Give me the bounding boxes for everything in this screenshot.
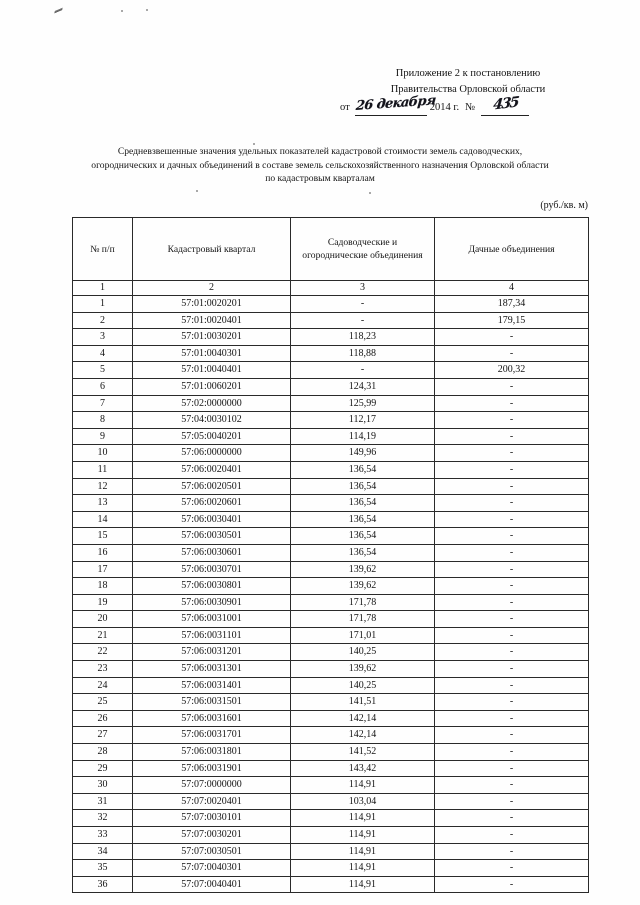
document-header	[332, 66, 604, 116]
row-index: 30	[73, 777, 133, 794]
table-row	[73, 561, 589, 578]
row-cadastral-quarter: 57:06:0031001	[133, 611, 291, 628]
column-header-quarter: Кадастровый квартал	[133, 218, 291, 281]
row-garden-value: 136,54	[291, 544, 435, 561]
row-dacha-value: -	[435, 810, 589, 827]
table-row	[73, 478, 589, 495]
row-index: 5	[73, 362, 133, 379]
row-dacha-value: -	[435, 694, 589, 711]
row-cadastral-quarter: 57:07:0020401	[133, 793, 291, 810]
table-row	[73, 395, 589, 412]
row-index: 7	[73, 395, 133, 412]
table-row	[73, 661, 589, 678]
row-index: 9	[73, 428, 133, 445]
row-index: 15	[73, 528, 133, 545]
row-cadastral-quarter: 57:06:0020501	[133, 478, 291, 495]
table-row	[73, 511, 589, 528]
column-header-garden-line1: Садоводческие и	[327, 237, 398, 248]
table-row	[73, 760, 589, 777]
table-row	[73, 810, 589, 827]
row-garden-value: 141,52	[291, 744, 435, 761]
table-row	[73, 876, 589, 893]
header-line-appendix: Приложение 2 к постановлению	[395, 68, 541, 79]
row-dacha-value: -	[435, 843, 589, 860]
row-garden-value: 149,96	[291, 445, 435, 462]
table-row	[73, 611, 589, 628]
row-cadastral-quarter: 57:07:0000000	[133, 777, 291, 794]
row-index: 14	[73, 511, 133, 528]
table-row	[73, 312, 589, 329]
table-body	[73, 296, 589, 893]
row-garden-value: 136,54	[291, 495, 435, 512]
row-garden-value: 112,17	[291, 412, 435, 429]
row-dacha-value: -	[435, 876, 589, 893]
row-garden-value: 114,91	[291, 810, 435, 827]
row-cadastral-quarter: 57:05:0040201	[133, 428, 291, 445]
header-date-line	[332, 93, 604, 116]
row-index: 13	[73, 495, 133, 512]
units-note: (руб./кв. м)	[540, 200, 588, 211]
table-row	[73, 362, 589, 379]
row-cadastral-quarter: 57:06:0031101	[133, 627, 291, 644]
table-row	[73, 329, 589, 346]
row-index: 28	[73, 744, 133, 761]
document-title	[62, 145, 578, 186]
row-index: 17	[73, 561, 133, 578]
row-cadastral-quarter: 57:07:0040301	[133, 860, 291, 877]
row-garden-value: 139,62	[291, 661, 435, 678]
row-dacha-value: 187,34	[435, 296, 589, 313]
title-line-3: по кадастровым кварталам	[265, 173, 375, 185]
row-index: 25	[73, 694, 133, 711]
row-garden-value: 136,54	[291, 478, 435, 495]
header-line-government: Правительства Орловской области	[390, 84, 546, 95]
row-garden-value: 142,14	[291, 710, 435, 727]
row-index: 33	[73, 827, 133, 844]
table-row	[73, 345, 589, 362]
row-dacha-value: -	[435, 793, 589, 810]
row-cadastral-quarter: 57:06:0031201	[133, 644, 291, 661]
row-cadastral-quarter: 57:01:0060201	[133, 378, 291, 395]
row-cadastral-quarter: 57:06:0031801	[133, 744, 291, 761]
row-dacha-value: -	[435, 827, 589, 844]
row-garden-value: 114,19	[291, 428, 435, 445]
data-table-wrapper	[72, 217, 588, 893]
row-cadastral-quarter: 57:04:0030102	[133, 412, 291, 429]
row-garden-value: 171,01	[291, 627, 435, 644]
row-index: 12	[73, 478, 133, 495]
row-garden-value: 139,62	[291, 578, 435, 595]
row-dacha-value: -	[435, 677, 589, 694]
row-cadastral-quarter: 57:06:0030901	[133, 594, 291, 611]
row-cadastral-quarter: 57:06:0020601	[133, 495, 291, 512]
number-handwritten-slot	[481, 94, 529, 116]
row-index: 4	[73, 345, 133, 362]
row-cadastral-quarter: 57:06:0031401	[133, 677, 291, 694]
table-row	[73, 544, 589, 561]
table-row	[73, 528, 589, 545]
table-head	[73, 218, 589, 296]
title-line-2: огороднических и дачных объединений в составе земель сельскохозяйственного назначения Орловской области	[91, 159, 549, 171]
row-index: 2	[73, 312, 133, 329]
row-dacha-value: -	[435, 627, 589, 644]
row-garden-value: 136,54	[291, 461, 435, 478]
row-garden-value: -	[291, 312, 435, 329]
row-index: 34	[73, 843, 133, 860]
table-row	[73, 412, 589, 429]
row-garden-value: 125,99	[291, 395, 435, 412]
row-cadastral-quarter: 57:07:0030501	[133, 843, 291, 860]
row-index: 27	[73, 727, 133, 744]
scan-speck	[146, 9, 148, 11]
table-row	[73, 627, 589, 644]
row-dacha-value: 179,15	[435, 312, 589, 329]
row-index: 16	[73, 544, 133, 561]
row-index: 1	[73, 296, 133, 313]
row-garden-value: 143,42	[291, 760, 435, 777]
row-index: 6	[73, 378, 133, 395]
row-garden-value: 114,91	[291, 843, 435, 860]
row-index: 21	[73, 627, 133, 644]
row-cadastral-quarter: 57:06:0020401	[133, 461, 291, 478]
scan-artifact-mark	[54, 5, 63, 15]
row-cadastral-quarter: 57:01:0020201	[133, 296, 291, 313]
date-prefix-label: от	[340, 102, 350, 113]
row-cadastral-quarter: 57:06:0030801	[133, 578, 291, 595]
row-cadastral-quarter: 57:01:0020401	[133, 312, 291, 329]
row-cadastral-quarter: 57:06:0031301	[133, 661, 291, 678]
row-dacha-value: -	[435, 860, 589, 877]
row-dacha-value: -	[435, 544, 589, 561]
row-garden-value: -	[291, 362, 435, 379]
row-dacha-value: -	[435, 644, 589, 661]
row-garden-value: 136,54	[291, 528, 435, 545]
row-garden-value: 114,91	[291, 827, 435, 844]
column-header-garden	[291, 218, 435, 281]
row-dacha-value: -	[435, 495, 589, 512]
row-index: 23	[73, 661, 133, 678]
row-garden-value: 171,78	[291, 594, 435, 611]
table-row	[73, 677, 589, 694]
row-garden-value: 118,23	[291, 329, 435, 346]
row-garden-value: 103,04	[291, 793, 435, 810]
row-index: 19	[73, 594, 133, 611]
row-garden-value: -	[291, 296, 435, 313]
row-dacha-value: -	[435, 528, 589, 545]
row-garden-value: 139,62	[291, 561, 435, 578]
row-index: 31	[73, 793, 133, 810]
row-index: 18	[73, 578, 133, 595]
row-garden-value: 171,78	[291, 611, 435, 628]
row-garden-value: 124,31	[291, 378, 435, 395]
row-index: 3	[73, 329, 133, 346]
row-dacha-value: -	[435, 395, 589, 412]
row-garden-value: 141,51	[291, 694, 435, 711]
row-cadastral-quarter: 57:06:0000000	[133, 445, 291, 462]
row-dacha-value: -	[435, 428, 589, 445]
row-index: 8	[73, 412, 133, 429]
row-dacha-value: -	[435, 561, 589, 578]
table-row	[73, 445, 589, 462]
row-cadastral-quarter: 57:01:0040401	[133, 362, 291, 379]
table-row	[73, 860, 589, 877]
row-cadastral-quarter: 57:06:0030401	[133, 511, 291, 528]
table-row	[73, 727, 589, 744]
column-number-1: 1	[73, 281, 133, 296]
row-dacha-value: -	[435, 461, 589, 478]
scan-speck	[196, 190, 198, 192]
row-cadastral-quarter: 57:06:0030701	[133, 561, 291, 578]
year-label: 2014 г.	[429, 102, 460, 113]
table-row	[73, 495, 589, 512]
row-index: 10	[73, 445, 133, 462]
row-garden-value: 114,91	[291, 777, 435, 794]
row-cadastral-quarter: 57:06:0031601	[133, 710, 291, 727]
row-dacha-value: -	[435, 611, 589, 628]
table-row	[73, 578, 589, 595]
row-cadastral-quarter: 57:06:0031701	[133, 727, 291, 744]
row-index: 35	[73, 860, 133, 877]
row-garden-value: 114,91	[291, 860, 435, 877]
row-index: 29	[73, 760, 133, 777]
scan-speck	[369, 192, 371, 194]
row-index: 26	[73, 710, 133, 727]
row-cadastral-quarter: 57:06:0031501	[133, 694, 291, 711]
table-row	[73, 710, 589, 727]
row-garden-value: 140,25	[291, 677, 435, 694]
row-dacha-value: -	[435, 478, 589, 495]
row-dacha-value: -	[435, 594, 589, 611]
table-column-number-row	[73, 281, 589, 296]
row-cadastral-quarter: 57:06:0030501	[133, 528, 291, 545]
table-row	[73, 378, 589, 395]
row-dacha-value: -	[435, 378, 589, 395]
row-cadastral-quarter: 57:02:0000000	[133, 395, 291, 412]
row-dacha-value: -	[435, 445, 589, 462]
table-row	[73, 827, 589, 844]
row-garden-value: 140,25	[291, 644, 435, 661]
row-cadastral-quarter: 57:07:0030201	[133, 827, 291, 844]
row-cadastral-quarter: 57:01:0040301	[133, 345, 291, 362]
title-line-1: Средневзвешенные значения удельных показателей кадастровой стоимости земель садоводческих,	[117, 146, 523, 157]
row-index: 22	[73, 644, 133, 661]
table-row	[73, 744, 589, 761]
column-number-4: 4	[435, 281, 589, 296]
row-garden-value: 114,91	[291, 876, 435, 893]
date-handwritten-slot	[354, 93, 436, 116]
row-cadastral-quarter: 57:06:0031901	[133, 760, 291, 777]
row-cadastral-quarter: 57:07:0030101	[133, 810, 291, 827]
row-index: 24	[73, 677, 133, 694]
row-dacha-value: -	[435, 511, 589, 528]
number-sign-label: №	[465, 102, 476, 113]
row-dacha-value: -	[435, 578, 589, 595]
row-index: 11	[73, 461, 133, 478]
table-row	[73, 843, 589, 860]
table-header-row	[73, 218, 589, 281]
row-dacha-value: -	[435, 412, 589, 429]
row-dacha-value: -	[435, 329, 589, 346]
table-row	[73, 694, 589, 711]
row-dacha-value: 200,32	[435, 362, 589, 379]
table-row	[73, 296, 589, 313]
table-row	[73, 594, 589, 611]
cadastral-values-table	[72, 217, 589, 893]
row-garden-value: 118,88	[291, 345, 435, 362]
row-dacha-value: -	[435, 727, 589, 744]
row-index: 32	[73, 810, 133, 827]
row-index: 36	[73, 876, 133, 893]
table-row	[73, 644, 589, 661]
row-dacha-value: -	[435, 744, 589, 761]
row-cadastral-quarter: 57:07:0040401	[133, 876, 291, 893]
table-row	[73, 428, 589, 445]
scan-speck	[121, 10, 123, 12]
row-dacha-value: -	[435, 661, 589, 678]
handwritten-number: 435	[492, 94, 519, 114]
table-row	[73, 793, 589, 810]
row-cadastral-quarter: 57:06:0030601	[133, 544, 291, 561]
table-row	[73, 461, 589, 478]
row-cadastral-quarter: 57:01:0030201	[133, 329, 291, 346]
row-dacha-value: -	[435, 710, 589, 727]
row-dacha-value: -	[435, 760, 589, 777]
column-header-index: № п/п	[73, 218, 133, 281]
column-header-garden-line2: огороднические объединения	[302, 250, 423, 261]
row-garden-value: 136,54	[291, 511, 435, 528]
table-row	[73, 777, 589, 794]
column-header-dacha: Дачные объединения	[435, 218, 589, 281]
row-dacha-value: -	[435, 777, 589, 794]
row-index: 20	[73, 611, 133, 628]
row-garden-value: 142,14	[291, 727, 435, 744]
row-dacha-value: -	[435, 345, 589, 362]
column-number-3: 3	[291, 281, 435, 296]
column-number-2: 2	[133, 281, 291, 296]
handwritten-date: 26 декабря	[354, 93, 436, 114]
